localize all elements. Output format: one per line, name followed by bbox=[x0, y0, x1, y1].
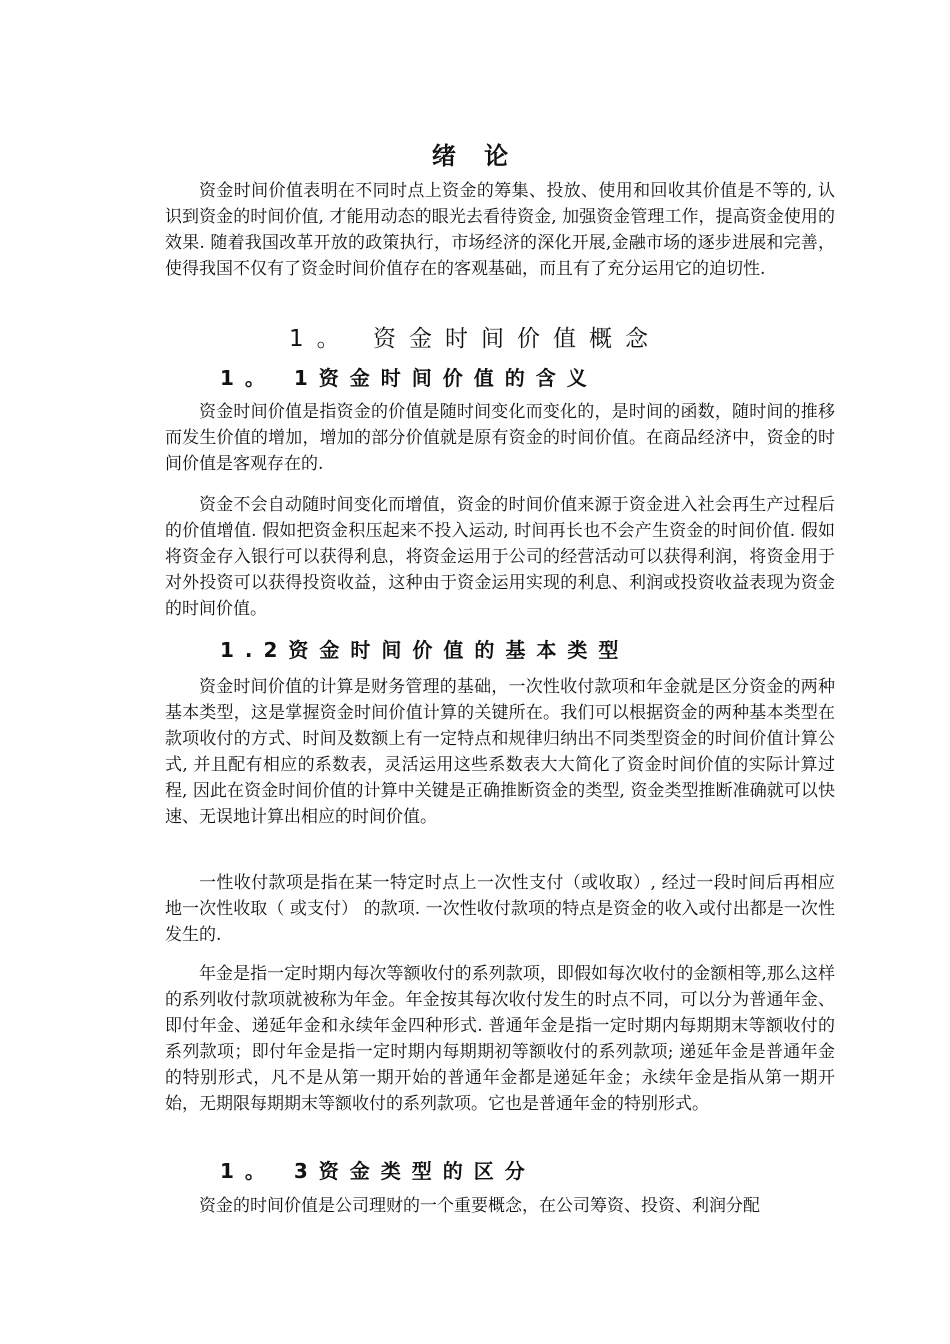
section-1-2-paragraph-2: 一性收付款项是指在某一特定时点上一次性支付（或收取）, 经过一段时间后再相应地一次性收取（ 或支付） 的款项. 一次性收付款项的特点是资金的收入或付出都是一次性发生的. bbox=[165, 873, 835, 945]
section-1-1-paragraph-1: 资金时间价值是指资金的价值是随时间变化而变化的，是时间的函数，随时间的推移而发生价值的增加，增加的部分价值就是原有资金的时间价值。在商品经济中，资金的时间价值是客观存在的. bbox=[165, 402, 835, 474]
document-title: 绪 论 bbox=[431, 142, 519, 170]
intro-paragraph: 资金时间价值表明在不同时点上资金的筹集、投放、使用和回收其价值是不等的, 认识到资金的时间价值, 才能用动态的眼光去看待资金, 加强资金管理工作，提高资金使用的效果. 随着我国改革开放的政策执行，市场经济的深化开展,金融市场的逐步进展和完善，使得我国不仅有了资金时间价值存在的客观基础，而且有了充分运用它的迫切性. bbox=[165, 181, 835, 279]
section-1-3-paragraph-1: 资金的时间价值是公司理财的一个重要概念，在公司筹资、投资、利润分配 bbox=[199, 1196, 760, 1216]
section-1-2-paragraph-3: 年金是指一定时期内每次等额收付的系列款项，即假如每次收付的金额相等,那么这样的系列收付款项就被称为年金。年金按其每次收付发生的时点不同，可以分为普通年金、即付年金、递延年金和永续年金四种形式. 普通年金是指一定时期内每期期末等额收付的系列款项；即付年金是指一定时期内每期期初等额收付的系列款项; 递延年金是普通年金的特别形式，凡不是从第一期开始的普通年金都是递延年金；永续年金是指从第一期开始，无期限每期期末等额收付的系列款项。它也是普通年金的特别形式。 bbox=[165, 964, 835, 1114]
section-1-3-heading: 1。 3资金类型的区分 bbox=[220, 1159, 536, 1183]
section-1-1-heading: 1。 1资金时间价值的含义 bbox=[220, 366, 598, 390]
section-1-1-paragraph-2: 资金不会自动随时间变化而增值，资金的时间价值来源于资金进入社会再生产过程后的价值增值. 假如把资金积压起来不投入运动, 时间再长也不会产生资金的时间价值. 假如将资金存入银行可以获得利息，将资金运用于公司的经营活动可以获得利润，将资金用于对外投资可以获得投资收益，这种由于资金运用实现的利息、利润或投资收益表现为资金的时间价值。 bbox=[165, 495, 835, 619]
section-1-2-heading: 1.2资金时间价值的基本类型 bbox=[220, 638, 630, 662]
section-1-2-paragraph-1: 资金时间价值的计算是财务管理的基础，一次性收付款项和年金就是区分资金的两种基本类型，这是掌握资金时间价值计算的关键所在。我们可以根据资金的两种基本类型在款项收付的方式、时间及数额上有一定特点和规律归纳出不同类型资金的时间价值计算公式, 并且配有相应的系数表，灵活运用这些系数表大大简化了资金时间价值的实际计算过程, 因此在资金时间价值的计算中关键是正确推断资金的类型, 资金类型推断准确就可以快速、无误地计算出相应的时间价值。 bbox=[165, 677, 835, 827]
section-1-heading: 1。 资金时间价值概念 bbox=[289, 326, 661, 352]
